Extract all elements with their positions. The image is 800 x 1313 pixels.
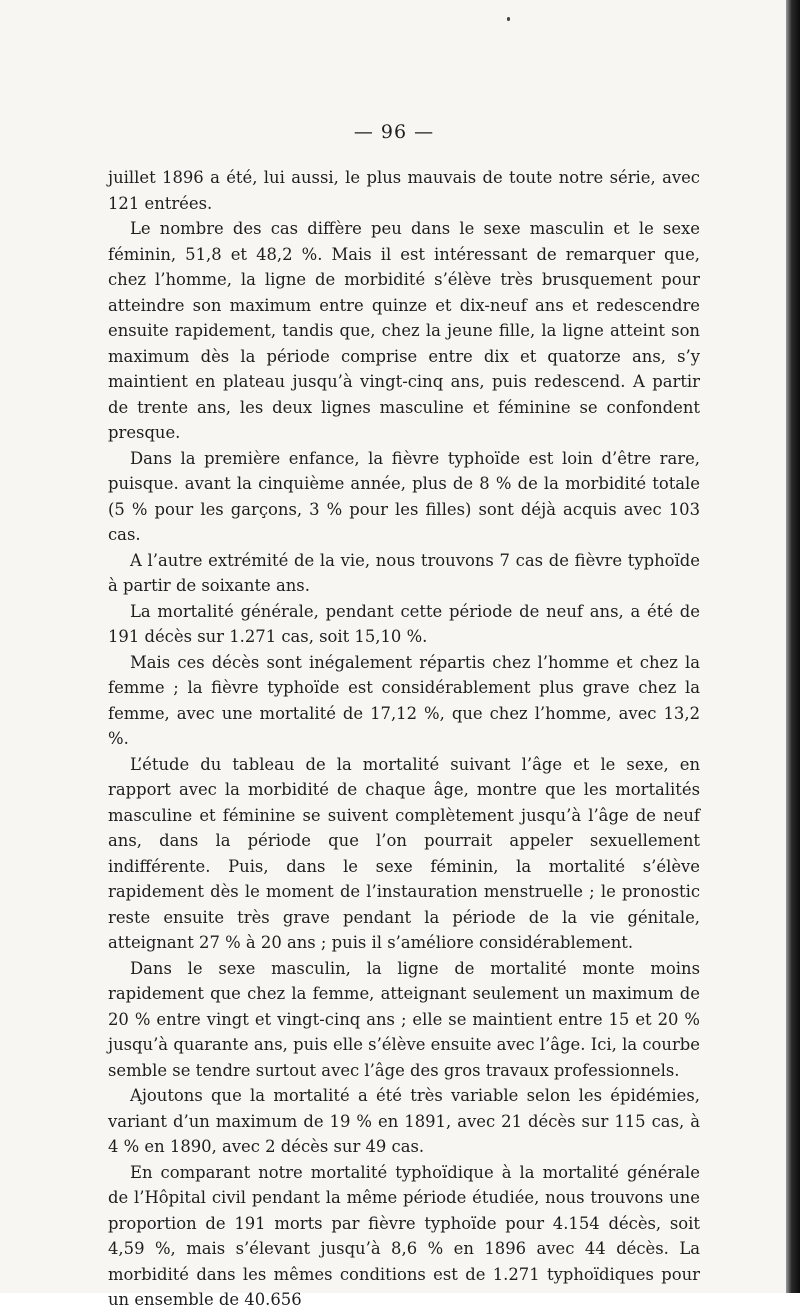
page-edge-shadow — [786, 0, 800, 1293]
paragraph: En comparant notre mortalité typhoïdique à la mortalité générale de l’Hôpital civil pendant la même période étudiée, nous trouvons une proportion de 191 morts par fièvre typhoïde pour 4.154 décès, soit 4,59 %, mais s’élevant jusqu’à 8,6 % en 1896 avec 44 décès. La morbidité dans les mêmes conditions est de 1.271 typhoïdiques pour un ensemble de 40.656 — [108, 1162, 700, 1309]
paragraph: Dans le sexe masculin, la ligne de mortalité monte moins rapidement que chez la femme, atteignant seulement un maximum de 20 % entre vingt et vingt-cinq ans ; elle se maintient entre 15 et 20 % jusqu’à quarante ans, puis elle s’élève ensuite avec l’âge. Ici, la courbe semble se tendre surtout avec l’âge des gros travaux professionnels. — [108, 958, 700, 1080]
paragraph: Le nombre des cas diffère peu dans le sexe masculin et le sexe féminin, 51,8 et 48,2 %. Mais il est intéressant de remarquer que, chez l’homme, la ligne de morbidité s’élève très brusquement pour atteindre son maximum entre quinze et dix-neuf ans et redescendre ensuite rapidement, tandis que, chez la jeune fille, la ligne atteint son maximum dès la période comprise entre dix et quatorze ans, s’y maintient en plateau jusqu’à vingt-cinq ans, puis redescend. A partir de trente ans, les deux lignes masculine et féminine se confondent presque. — [108, 219, 700, 442]
paragraph: L’étude du tableau de la mortalité suivant l’âge et le sexe, en rapport avec la morbidité de chaque âge, montre que les mortalités masculine et féminine se suivent complètement jusqu’à l’âge de neuf ans, dans la période que l’on pourrait appeler sexuellement indifférente. Puis, dans le sexe féminin, la mortalité s’élève rapidement dès le moment de l’instauration menstruelle ; le pronostic reste ensuite très grave pendant la période de la vie génitale, atteignant 27 % à 20 ans ; puis il s’améliore considérablement. — [108, 754, 700, 952]
body-text — [108, 165, 700, 1313]
ink-speck — [507, 17, 510, 21]
paragraph: A l’autre extrémité de la vie, nous trouvons 7 cas de fièvre typhoïde à partir de soixante ans. — [108, 550, 700, 595]
paragraph: Dans la première enfance, la fièvre typhoïde est loin d’être rare, puisque. avant la cinquième année, plus de 8 % de la morbidité totale (5 % pour les garçons, 3 % pour les filles) sont déjà acquis avec 103 cas. — [108, 448, 700, 544]
paragraph: La mortalité générale, pendant cette période de neuf ans, a été de 191 décès sur 1.271 cas, soit 15,10 %. — [108, 601, 700, 646]
page-number: — 96 — — [353, 121, 435, 143]
paragraph: Mais ces décès sont inégalement répartis chez l’homme et chez la femme ; la fièvre typhoïde est considérablement plus grave chez la femme, avec une mortalité de 17,12 %, que chez l’homme, avec 13,2 %. — [108, 652, 700, 748]
paragraph-continuation: juillet 1896 a été, lui aussi, le plus mauvais de toute notre série, avec 121 entrées. — [108, 168, 700, 213]
paragraph: Ajoutons que la mortalité a été très variable selon les épidémies, variant d’un maximum de 19 % en 1891, avec 21 décès sur 115 cas, à 4 % en 1890, avec 2 décès sur 49 cas. — [108, 1086, 700, 1156]
